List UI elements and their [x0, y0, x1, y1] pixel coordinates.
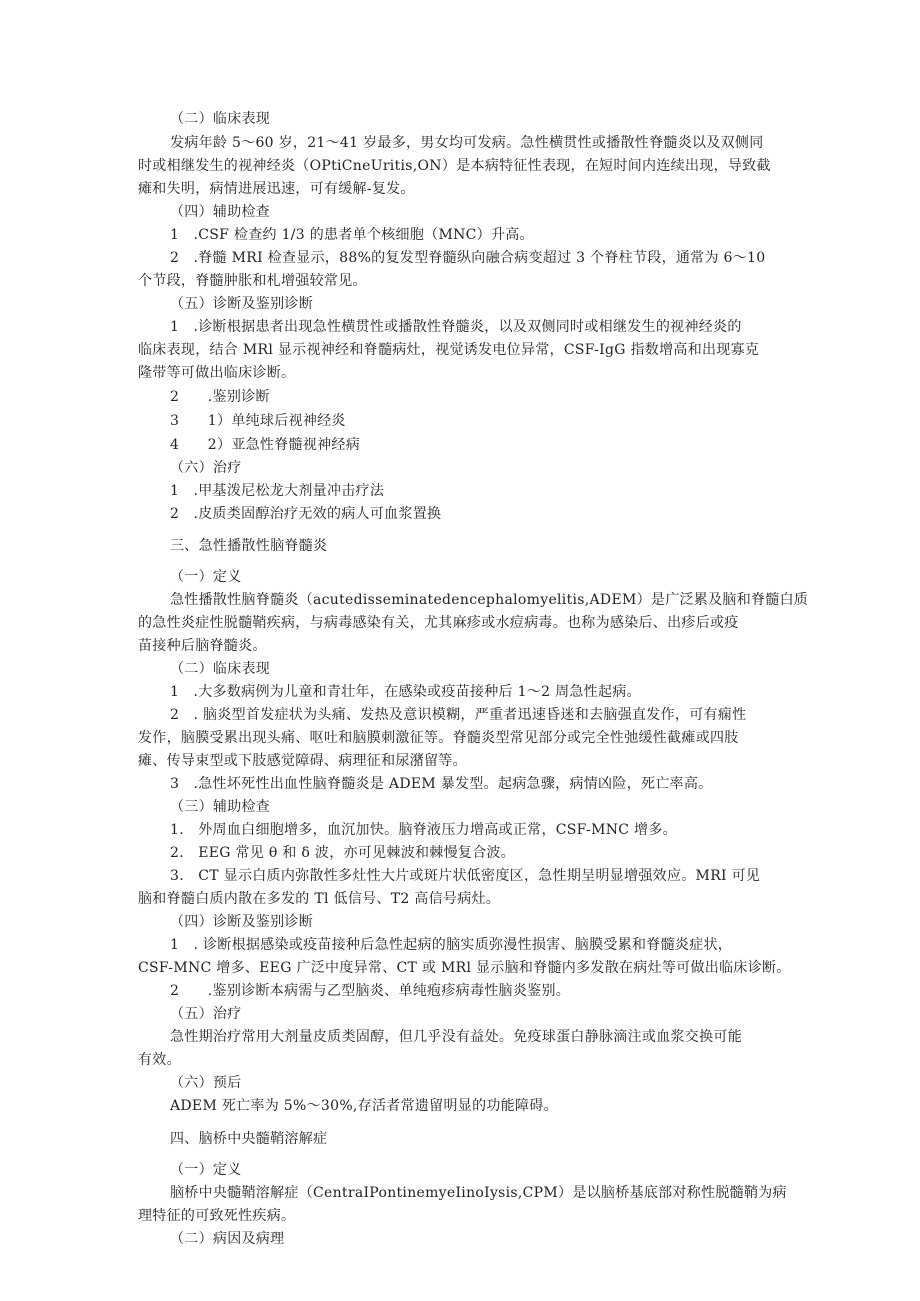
section-heading-definition: （一）定义 — [170, 569, 242, 585]
list-item: 3 .急性坏死性出血性脑脊髓炎是 ADEM 暴发型。起病急骤，病情凶险，死亡率高。 — [170, 776, 713, 792]
list-item: 1. 外周血白细胞增多，血沉加快。脑脊液压力增高或正常，CSF-MNC 增多。 — [170, 822, 677, 838]
paragraph-line: 急性播散性脑脊髓炎（acutedisseminatedencephalomyelitis,ADEM）是广泛累及脑和脊髓白质 — [170, 592, 809, 608]
section-heading-clinical-manifestations: （二）临床表现 — [170, 661, 271, 677]
paragraph-line: CSF-MNC 增多、EEG 广泛中度异常、CT 或 MRl 显示脑和脊髓内多发散在病灶等可做出临床诊断。 — [138, 960, 791, 976]
paragraph-line: 个节段，脊髓肿胀和札增强较常见。 — [138, 273, 367, 289]
paragraph-line: 瘫和失明，病情进展迅速，可有缓解-复发。 — [138, 181, 415, 197]
section-heading-auxiliary-exam: （四）辅助检查 — [170, 204, 271, 220]
chapter-heading-cpm: 四、脑桥中央髓鞘溶解症 — [170, 1131, 328, 1147]
list-item: 1 . 诊断根据感染或疫苗接种后急性起病的脑实质弥漫性损害、脑膜受累和脊髓炎症状， — [170, 937, 733, 953]
paragraph-line: 时或相继发生的视神经炎（OPtiCneUritis,ON）是本病特征性表现，在短时间内连续出现，导致截 — [138, 158, 771, 174]
list-item: 3. CT 显示白质内弥散性多灶性大片或斑片状低密度区，急性期呈明显增强效应。MRI 可见 — [170, 868, 761, 884]
section-heading-diagnosis: （四）诊断及鉴别诊断 — [170, 914, 313, 930]
paragraph-line: 的急性炎症性脱髓鞘疾病，与病毒感染有关，尤其麻疹或水痘病毒。也称为感染后、出疹后或疫 — [138, 615, 739, 631]
list-item: 2 .皮质类固醇治疗无效的病人可血浆置换 — [170, 506, 442, 522]
paragraph-line: 脑和脊髓白质内散在多发的 Tl 低信号、T2 高信号病灶。 — [138, 891, 501, 907]
paragraph-line: 脑桥中央髓鞘溶解症（CentraIPontinemyeIinoIysis,CPM）是以脑桥基底部对称性脱髓鞘为病 — [170, 1185, 787, 1201]
section-heading-treatment: （六）治疗 — [170, 460, 242, 476]
paragraph-line: 隆带等可做出临床诊断。 — [138, 365, 296, 381]
paragraph-line: 有效。 — [138, 1052, 181, 1068]
list-item: 1 .甲基泼尼松龙大剂量冲击疗法 — [170, 483, 385, 499]
list-item: 1 .大多数病例为儿童和青壮年，在感染或疫苗接种后 1～2 周急性起病。 — [170, 684, 641, 700]
section-heading-diagnosis: （五）诊断及鉴别诊断 — [170, 296, 313, 312]
section-heading-definition: （一）定义 — [170, 1162, 242, 1178]
list-item: 2 .鉴别诊断 — [170, 389, 270, 405]
list-item: 2 .脊髓 MRI 检查显示，88%的复发型脊髓纵向融合病变超过 3 个脊柱节段，通常为 6～10 — [170, 250, 766, 266]
paragraph-line: 苗接种后脑脊髓炎。 — [138, 638, 267, 654]
paragraph-line: ADEM 死亡率为 5%～30%,存活者常遗留明显的功能障碍。 — [170, 1098, 558, 1114]
section-heading-etiology-pathology: （二）病因及病理 — [170, 1231, 285, 1247]
section-heading-clinical-manifestations: （二）临床表现 — [170, 111, 271, 127]
section-heading-prognosis: （六）预后 — [170, 1075, 242, 1091]
paragraph-line: 临床表现，结合 MRl 显示视神经和脊髓病灶，视觉诱发电位异常，CSF-IgG 指数增高和出现寡克 — [138, 342, 760, 358]
chapter-heading-adem: 三、急性播散性脑脊髓炎 — [170, 538, 328, 554]
list-item: 2 . 脑炎型首发症状为头痛、发热及意识模糊，严重者迅速昏迷和去脑强直发作，可有痫性 — [170, 707, 747, 723]
list-item: 1 .诊断根据患者出现急性横贯性或播散性脊髓炎，以及双侧同时或相继发生的视神经炎的 — [170, 319, 742, 335]
paragraph-line: 瘫、传导束型或下肢感觉障碍、病理征和尿潴留等。 — [138, 753, 467, 769]
paragraph-line: 急性期治疗常用大剂量皮质类固醇，但几乎没有益处。免疫球蛋白静脉滴注或血浆交换可能 — [170, 1029, 742, 1045]
list-item: 3 1）单纯球后视神经炎 — [170, 413, 346, 429]
list-item: 2. EEG 常见 θ 和 δ 波，亦可见棘波和棘慢复合波。 — [170, 845, 516, 861]
list-item: 1 .CSF 检查约 1/3 的患者单个核细胞（MNC）升高。 — [170, 227, 534, 243]
section-heading-treatment: （五）治疗 — [170, 1006, 242, 1022]
section-heading-auxiliary-exam: （三）辅助检查 — [170, 799, 271, 815]
paragraph-line: 发病年龄 5～60 岁，21～41 岁最多，男女均可发病。急性横贯性或播散性脊髓炎以及双侧同 — [170, 135, 764, 151]
list-item: 2 .鉴别诊断本病需与乙型脑炎、单纯疱疹病毒性脑炎鉴别。 — [170, 983, 571, 999]
list-item: 4 2）亚急性脊髓视神经病 — [170, 437, 361, 453]
paragraph-line: 发作，脑膜受累出现头痛、呕吐和脑膜刺激征等。脊髓炎型常见部分或完全性弛缓性截瘫或四肢 — [138, 730, 739, 746]
paragraph-line: 理特征的可致死性疾病。 — [138, 1208, 296, 1224]
